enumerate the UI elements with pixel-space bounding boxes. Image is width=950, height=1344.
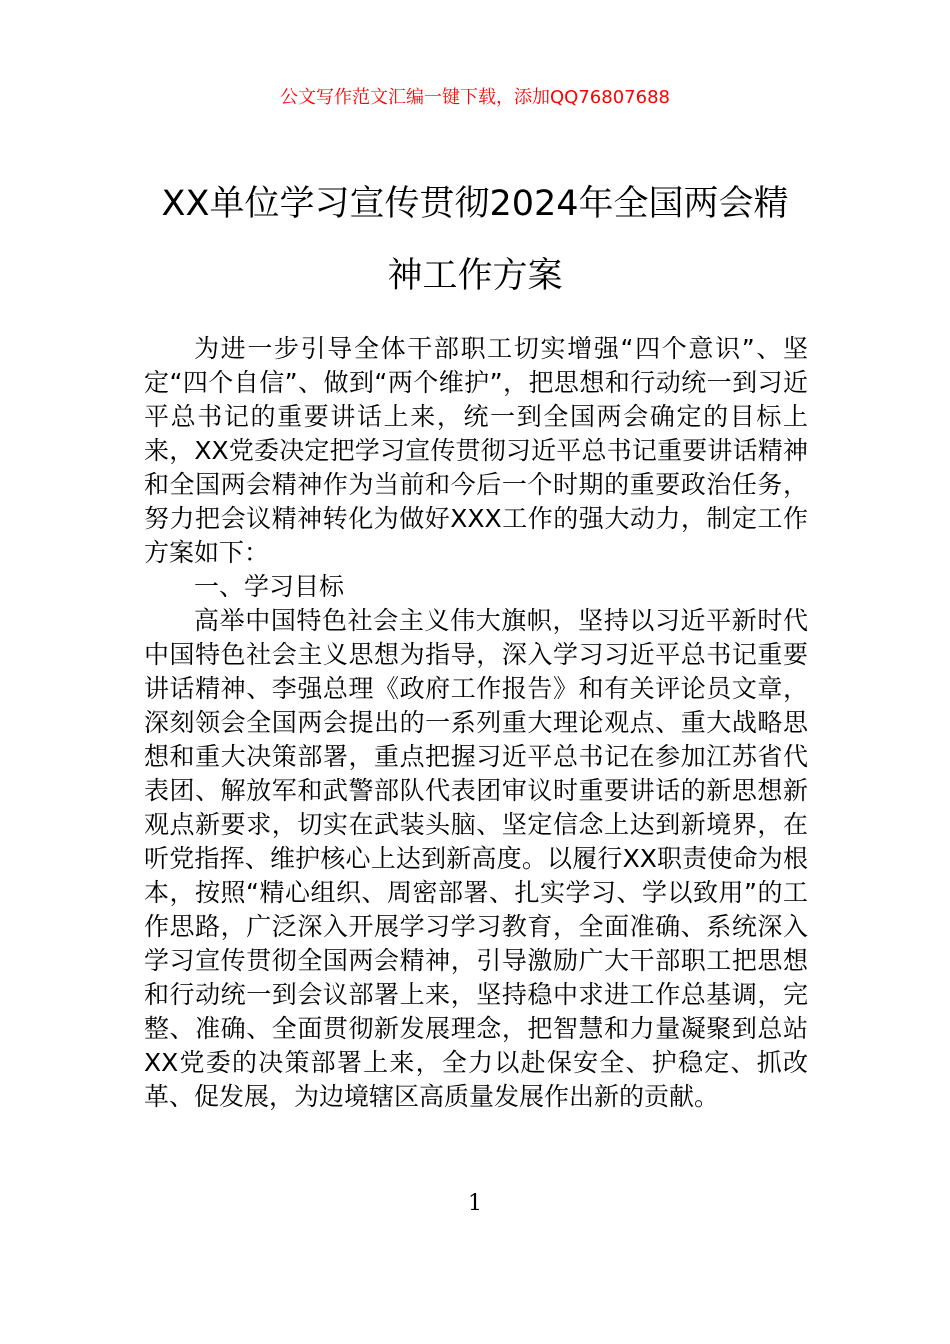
body-paragraph: 高举中国特色社会主义伟大旗帜，坚持以习近平新时代中国特色社会主义思想为指导，深入学习习近平总书记重要讲话精神、李强总理《政府工作报告》和有关评论员文章，深刻领会全国两会提出的一系列重大理论观点、重大战略思想和重大决策部署，重点把握习近平总书记在参加江苏省代表团、解放军和武警部队代表团审议时重要讲话的新思想新观点新要求，切实在武装头脑、坚定信念上达到新境界，在听党指挥、维护核心上达到新高度。以履行XX职责使命为根本，按照“精心组织、周密部署、扎实学习、学以致用”的工作思路，广泛深入开展学习学习教育，全面准确、系统深入学习宣传贯彻全国两会精神，引导激励广大干部职工把思想和行动统一到会议部署上来，坚持稳中求进工作总基调，完整、准确、全面贯彻新发展理念，把智慧和力量凝聚到总站XX党委的决策部署上来，全力以赴保安全、护稳定、抓改革、促发展，为边境辖区高质量发展作出新的贡献。 (144, 606, 808, 1111)
document-body (144, 332, 808, 1114)
intro-paragraph: 为进一步引导全体干部职工切实增强“四个意识”、坚定“四个自信”、做到“两个维护”，把思想和行动统一到习近平总书记的重要讲话上来，统一到全国两会确定的目标上来，XX党委决定把学习宣传贯彻习近平总书记重要讲话精神和全国两会精神作为当前和今后一个时期的重要政治任务，努力把会议精神转化为做好XXX工作的强大动力，制定工作方案如下： (144, 334, 808, 567)
section-heading: 一、学习目标 (194, 572, 345, 601)
document-title: XX单位学习宣传贯彻2024年全国两会精神工作方案 (161, 184, 789, 296)
header-note: 公文写作范文汇编一键下载，添加QQ76807688 (280, 87, 670, 108)
page-number: 1 (468, 1191, 482, 1216)
